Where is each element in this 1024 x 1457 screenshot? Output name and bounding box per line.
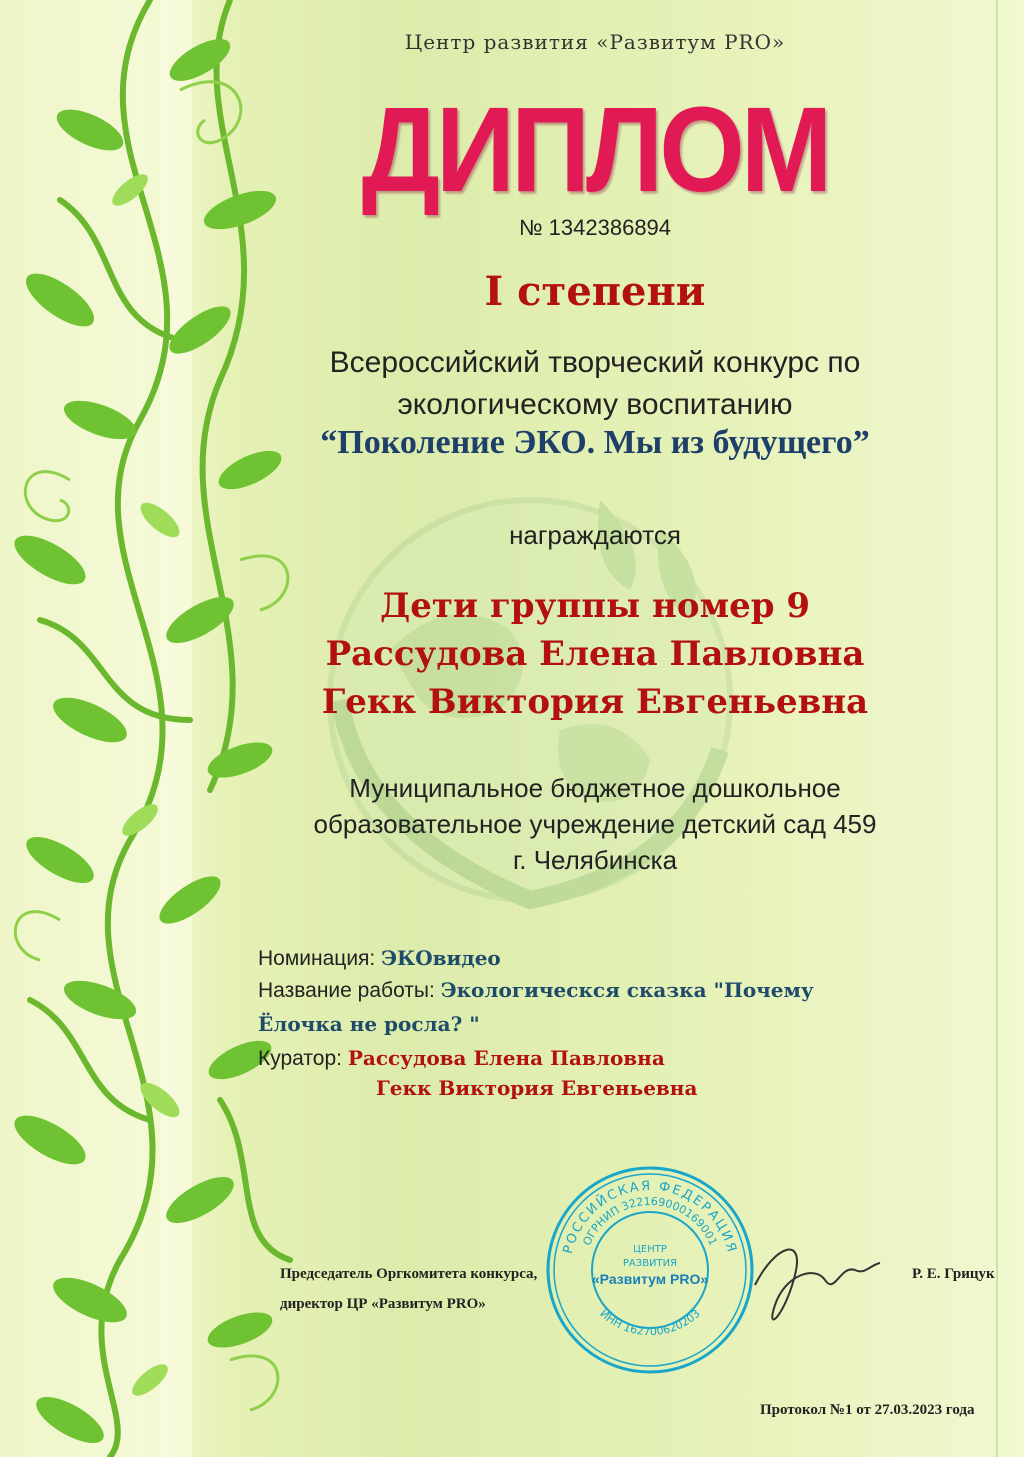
degree-label: I степени (484, 268, 706, 315)
work-title-row (258, 974, 814, 1007)
stamp-inn-text: ИНН 162700620203 (597, 1306, 703, 1339)
signer-position-2: директор ЦР «Развитум PRO» (280, 1296, 486, 1312)
curator-name-1: Рассудова Елена Павловна (347, 1046, 665, 1070)
organization-block (160, 770, 1024, 878)
organization-line-1: Муниципальное бюджетное дошкольное (349, 773, 841, 803)
contest-description (160, 342, 1024, 426)
nomination-row (258, 942, 501, 975)
stamp-outer-text: РОССИЙСКАЯ ФЕДЕРАЦИЯ (560, 1178, 740, 1256)
signer-position-1: Председатель Оргкомитета конкурса, (280, 1266, 538, 1282)
curator-label: Куратор: (258, 1047, 342, 1070)
contest-line-1: Всероссийский творческий конкурс по (329, 346, 861, 379)
stamp-center-1: ЦЕНТР (633, 1244, 667, 1255)
stamp-center-2: РАЗВИТИЯ (622, 1258, 678, 1269)
signer-name: Р. Е. Грицук (912, 1266, 995, 1282)
winner-item: Рассудова Елена Павловна (325, 634, 865, 674)
contest-line-2: экологическому воспитанию (397, 388, 793, 421)
winner-item: Гекк Виктория Евгеньевна (321, 682, 869, 722)
signature-scribble-icon (745, 1225, 885, 1345)
winner-item: Дети группы номер 9 (379, 586, 811, 626)
svg-text:ИНН 162700620203 (597, 1307, 702, 1338)
nomination-label: Номинация: (258, 947, 376, 970)
organizer-header: Центр развития «Развитум PRO» (404, 30, 786, 54)
stamp-ogrnip-text: ОГРНИП 322169000169001 (580, 1194, 720, 1248)
work-title-label: Название работы: (258, 979, 435, 1002)
awarded-text: награждаются (509, 520, 681, 550)
diploma-number: № 1342386894 (518, 215, 672, 240)
curator-name-2: Гекк Виктория Евгеньевна (376, 1076, 698, 1100)
contest-name: “Поколение ЭКО. Мы из будущего” (320, 424, 870, 461)
diploma-title: ДИПЛОМ (361, 82, 829, 218)
organization-line-2: образовательное учреждение детский сад 459 (313, 809, 877, 839)
work-title-value: Экологическся сказка "Почему (440, 978, 814, 1002)
protocol-text: Протокол №1 от 27.03.2023 года (760, 1402, 975, 1418)
winners-list (160, 582, 1024, 726)
curator-row-2 (376, 1072, 697, 1105)
curator-row (258, 1042, 665, 1075)
stamp-seal (540, 1160, 760, 1380)
stamp-center-3: «Развитум PRO» (591, 1271, 709, 1287)
work-title-continuation (258, 1008, 480, 1041)
organization-line-3: г. Челябинска (512, 845, 678, 875)
work-title-value-2: Ёлочка не росла? " (258, 1012, 480, 1036)
nomination-value: ЭКОвидео (381, 946, 501, 970)
